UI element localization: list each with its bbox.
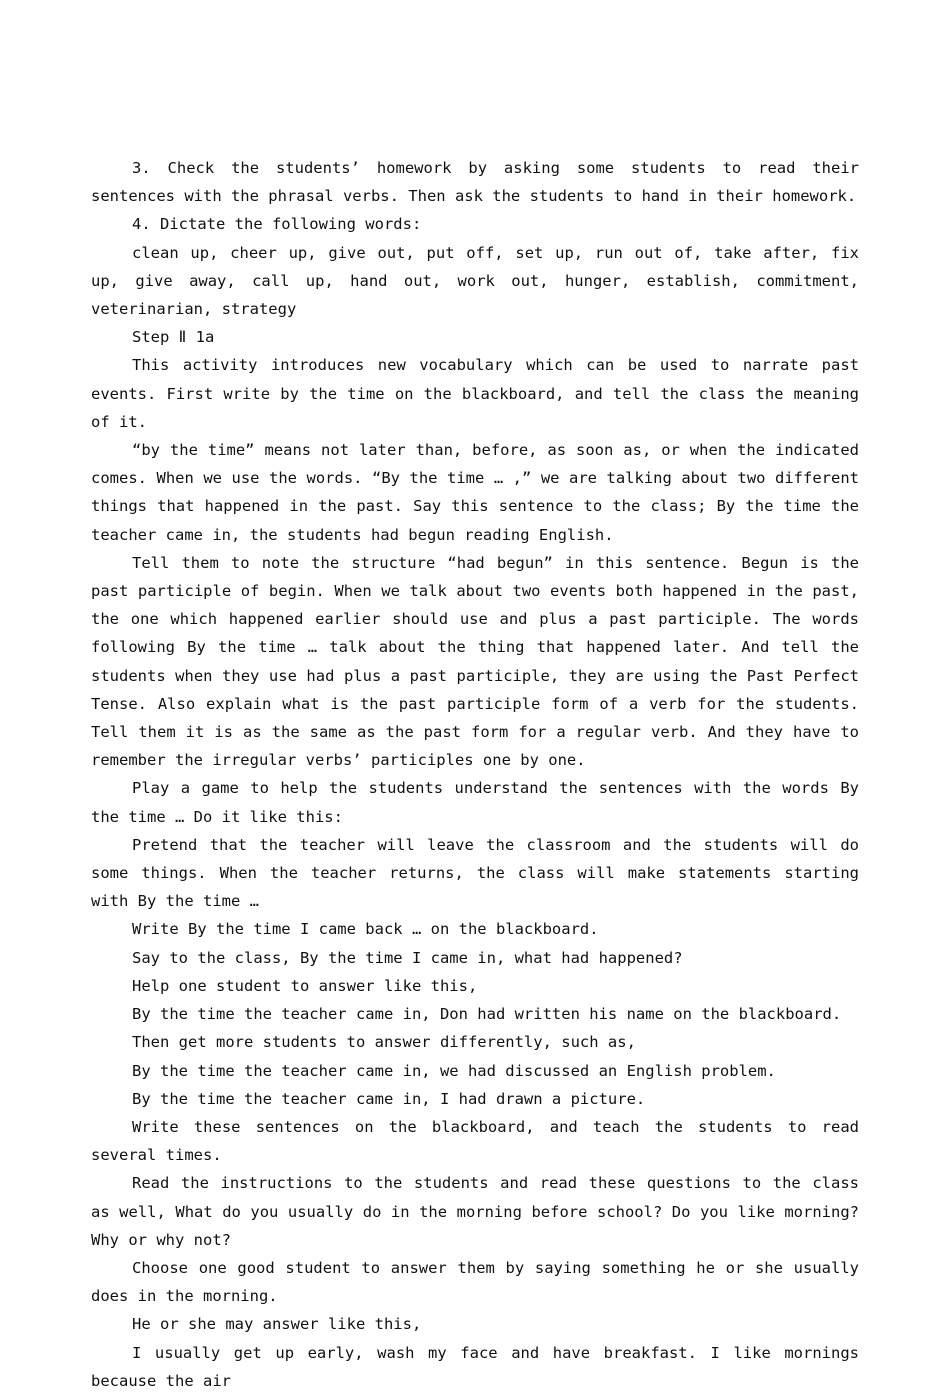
paragraph-help-student: Help one student to answer like this, (132, 976, 478, 995)
paragraph-pretend: Pretend that the teacher will leave the classroom and the students will do some things. When the teacher returns, the class will make statements starting with By the time … (91, 835, 859, 911)
paragraph-read-instructions: Read the instructions to the students and read these questions to the class as well, What do you usually do in the morning before school? Do you like morning? Why or why not? (91, 1174, 859, 1249)
paragraph-more-students: Then get more students to answer differently, such as, (132, 1033, 636, 1052)
paragraph-past-perfect: Tell them to note the structure “had begun” in this sentence. Begun is the past participle of begin. When we talk about two events both happened in the past, the one which happened earlier should use and plus a past participle. The words following By the time … talk about the thing that happened later. And tell the students when they use had plus a past participle, they are using the Past Perfect Tense. Also explain what is the past participle form of a verb for the students. Tell them it is as the same as the past form for a regular verb. And they have to remember the irregular verbs’ participles one by one. (91, 553, 859, 770)
paragraph-activity-intro: This activity introduces new vocabulary which can be used to narrate past events. First write by the time on the blackboard, and tell the class the meaning of it. (91, 356, 859, 431)
paragraph-by-the-time-meaning: “by the time” means not later than, before, as soon as, or when the indicated comes. When we use the words. “By the time … ,” we are talking about two different things that happened in the past. Say this sentence to the class; By the time the teacher came in, the students had begun reading English. (91, 441, 859, 544)
example-sentence: By the time the teacher came in, I had drawn a picture. (132, 1089, 646, 1108)
example-sentence: By the time the teacher came in, Don had written his name on the blackboard. (132, 1005, 842, 1024)
paragraph-dictate-heading: 4. Dictate the following words: (132, 215, 422, 234)
paragraph-game-intro: Play a game to help the students understand the sentences with the words By the time … Do it like this: (91, 779, 859, 826)
paragraph-say-question: Say to the class, By the time I came in, what had happened? (132, 948, 683, 967)
example-sentence: By the time the teacher came in, we had discussed an English problem. (132, 1061, 776, 1080)
paragraph-word-list: clean up, cheer up, give out, put off, set up, run out of, take after, fix up, give away, call up, hand out, work out, hunger, establish, commitment, veterinarian, strategy (91, 243, 859, 319)
paragraph-choose-student: Choose one good student to answer them by saying something he or she usually does in the morning. (91, 1258, 859, 1306)
paragraph-write-instruction: Write By the time I came back … on the blackboard. (132, 920, 599, 939)
paragraph-homework-check: 3. Check the students’ homework by asking some students to read their sentences with the phrasal verbs. Then ask the students to hand in their homework. (91, 159, 859, 206)
document-body (91, 154, 859, 1395)
paragraph-sample-answer: I usually get up early, wash my face and have breakfast. I like mornings because the air (91, 1343, 859, 1390)
paragraph-write-sentences: Write these sentences on the blackboard, and teach the students to read several times. (91, 1117, 859, 1165)
paragraph-may-answer: He or she may answer like this, (132, 1315, 422, 1334)
step-heading: Step Ⅱ 1a (132, 328, 215, 347)
